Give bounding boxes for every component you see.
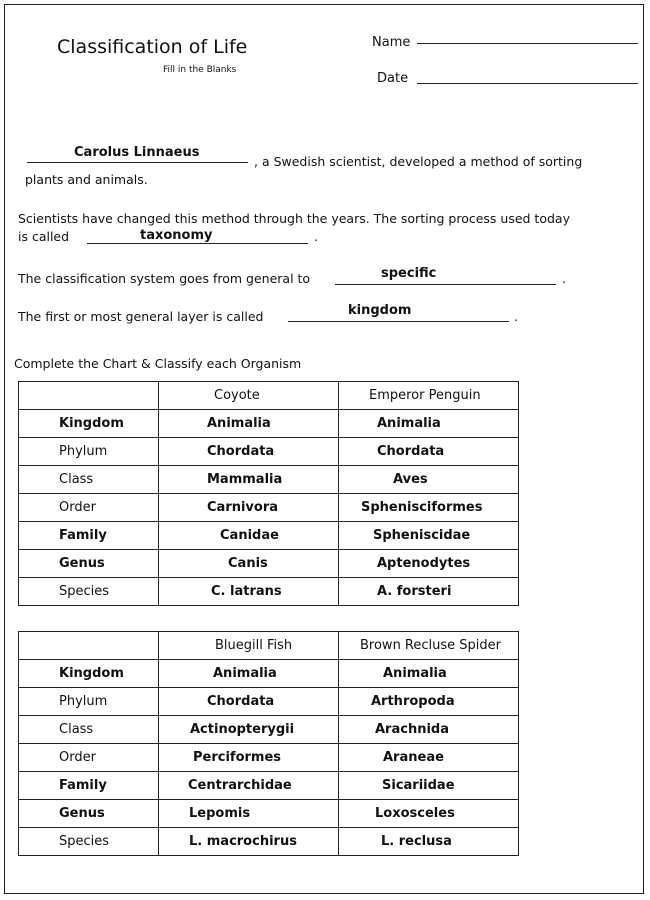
rank-label: Kingdom	[19, 410, 159, 438]
table-row	[19, 716, 519, 744]
rank-label: Class	[19, 466, 159, 494]
blank-answer-1: Carolus Linnaeus	[74, 145, 200, 160]
sentence-2-line1: Scientists have changed this method through the years. The sorting process used today	[18, 211, 570, 226]
table-header-cell: Bluegill Fish	[159, 632, 339, 660]
table-header-cell	[19, 632, 159, 660]
organism-value: Arthropoda	[339, 688, 519, 716]
sentence-2-end: .	[314, 229, 318, 244]
blank-answer-2: taxonomy	[140, 228, 213, 243]
rank-label: Phylum	[19, 438, 159, 466]
table-row	[19, 660, 519, 688]
table-row	[19, 578, 519, 606]
organism-value: Animalia	[159, 660, 339, 688]
organism-value: Arachnida	[339, 716, 519, 744]
chart-heading: Complete the Chart & Classify each Organism	[14, 356, 302, 371]
organism-value: Chordata	[159, 688, 339, 716]
blank-line-2	[87, 243, 308, 244]
organism-value: Lepomis	[159, 800, 339, 828]
page-subtitle: Fill in the Blanks	[163, 65, 237, 75]
organism-value: Carnivora	[159, 494, 339, 522]
date-label: Date	[377, 71, 409, 86]
organism-value: Actinopterygii	[159, 716, 339, 744]
sentence-1-text: , a Swedish scientist, developed a method of sorting	[254, 154, 583, 169]
table-header-cell	[19, 382, 159, 410]
organism-value: L. reclusa	[339, 828, 519, 856]
rank-label: Genus	[19, 800, 159, 828]
classification-table-1	[18, 381, 519, 606]
rank-label: Phylum	[19, 688, 159, 716]
sentence-1-line2: plants and animals.	[25, 172, 148, 187]
sentence-4-prefix: The first or most general layer is called	[18, 309, 264, 324]
blank-line-4	[288, 321, 509, 322]
table-row	[19, 772, 519, 800]
organism-value: Perciformes	[159, 744, 339, 772]
rank-label: Family	[19, 772, 159, 800]
sentence-4-end: .	[514, 309, 518, 324]
organism-value: Araneae	[339, 744, 519, 772]
organism-value: Chordata	[339, 438, 519, 466]
organism-value: Aptenodytes	[339, 550, 519, 578]
organism-value: Sicariidae	[339, 772, 519, 800]
table-header-cell: Emperor Penguin	[339, 382, 519, 410]
sentence-3-prefix: The classification system goes from general to	[18, 271, 311, 286]
blank-answer-3: specific	[381, 266, 437, 281]
table-header-cell: Coyote	[159, 382, 339, 410]
organism-value: Chordata	[159, 438, 339, 466]
organism-value: C. latrans	[159, 578, 339, 606]
organism-value: Animalia	[159, 410, 339, 438]
organism-value: Centrarchidae	[159, 772, 339, 800]
organism-value: Mammalia	[159, 466, 339, 494]
table-row	[19, 744, 519, 772]
table-row	[19, 410, 519, 438]
sentence-3-end: .	[562, 271, 566, 286]
sentence-2-prefix: is called	[18, 229, 70, 244]
blank-line-3	[335, 284, 556, 285]
table-row	[19, 800, 519, 828]
table-header-cell: Brown Recluse Spider	[339, 632, 519, 660]
table-row	[19, 494, 519, 522]
table-row	[19, 688, 519, 716]
classification-table-2	[18, 631, 519, 856]
rank-label: Order	[19, 494, 159, 522]
rank-label: Species	[19, 578, 159, 606]
organism-value: Canis	[159, 550, 339, 578]
organism-value: L. macrochirus	[159, 828, 339, 856]
table-row	[19, 438, 519, 466]
rank-label: Species	[19, 828, 159, 856]
name-label: Name	[372, 35, 411, 50]
rank-label: Order	[19, 744, 159, 772]
table-header-row	[19, 382, 519, 410]
rank-label: Class	[19, 716, 159, 744]
organism-value: A. forsteri	[339, 578, 519, 606]
page-title: Classification of Life	[57, 36, 248, 58]
blank-answer-4: kingdom	[348, 303, 412, 318]
organism-value: Animalia	[339, 660, 519, 688]
table-row	[19, 550, 519, 578]
rank-label: Kingdom	[19, 660, 159, 688]
organism-value: Animalia	[339, 410, 519, 438]
organism-value: Canidae	[159, 522, 339, 550]
organism-value: Spheniscidae	[339, 522, 519, 550]
table-row	[19, 466, 519, 494]
date-field[interactable]	[417, 83, 638, 84]
name-field[interactable]	[417, 43, 638, 44]
rank-label: Family	[19, 522, 159, 550]
table-header-row	[19, 632, 519, 660]
organism-value: Sphenisciformes	[339, 494, 519, 522]
organism-value: Aves	[339, 466, 519, 494]
blank-line-1	[27, 162, 248, 163]
rank-label: Genus	[19, 550, 159, 578]
table-row	[19, 828, 519, 856]
organism-value: Loxosceles	[339, 800, 519, 828]
table-row	[19, 522, 519, 550]
